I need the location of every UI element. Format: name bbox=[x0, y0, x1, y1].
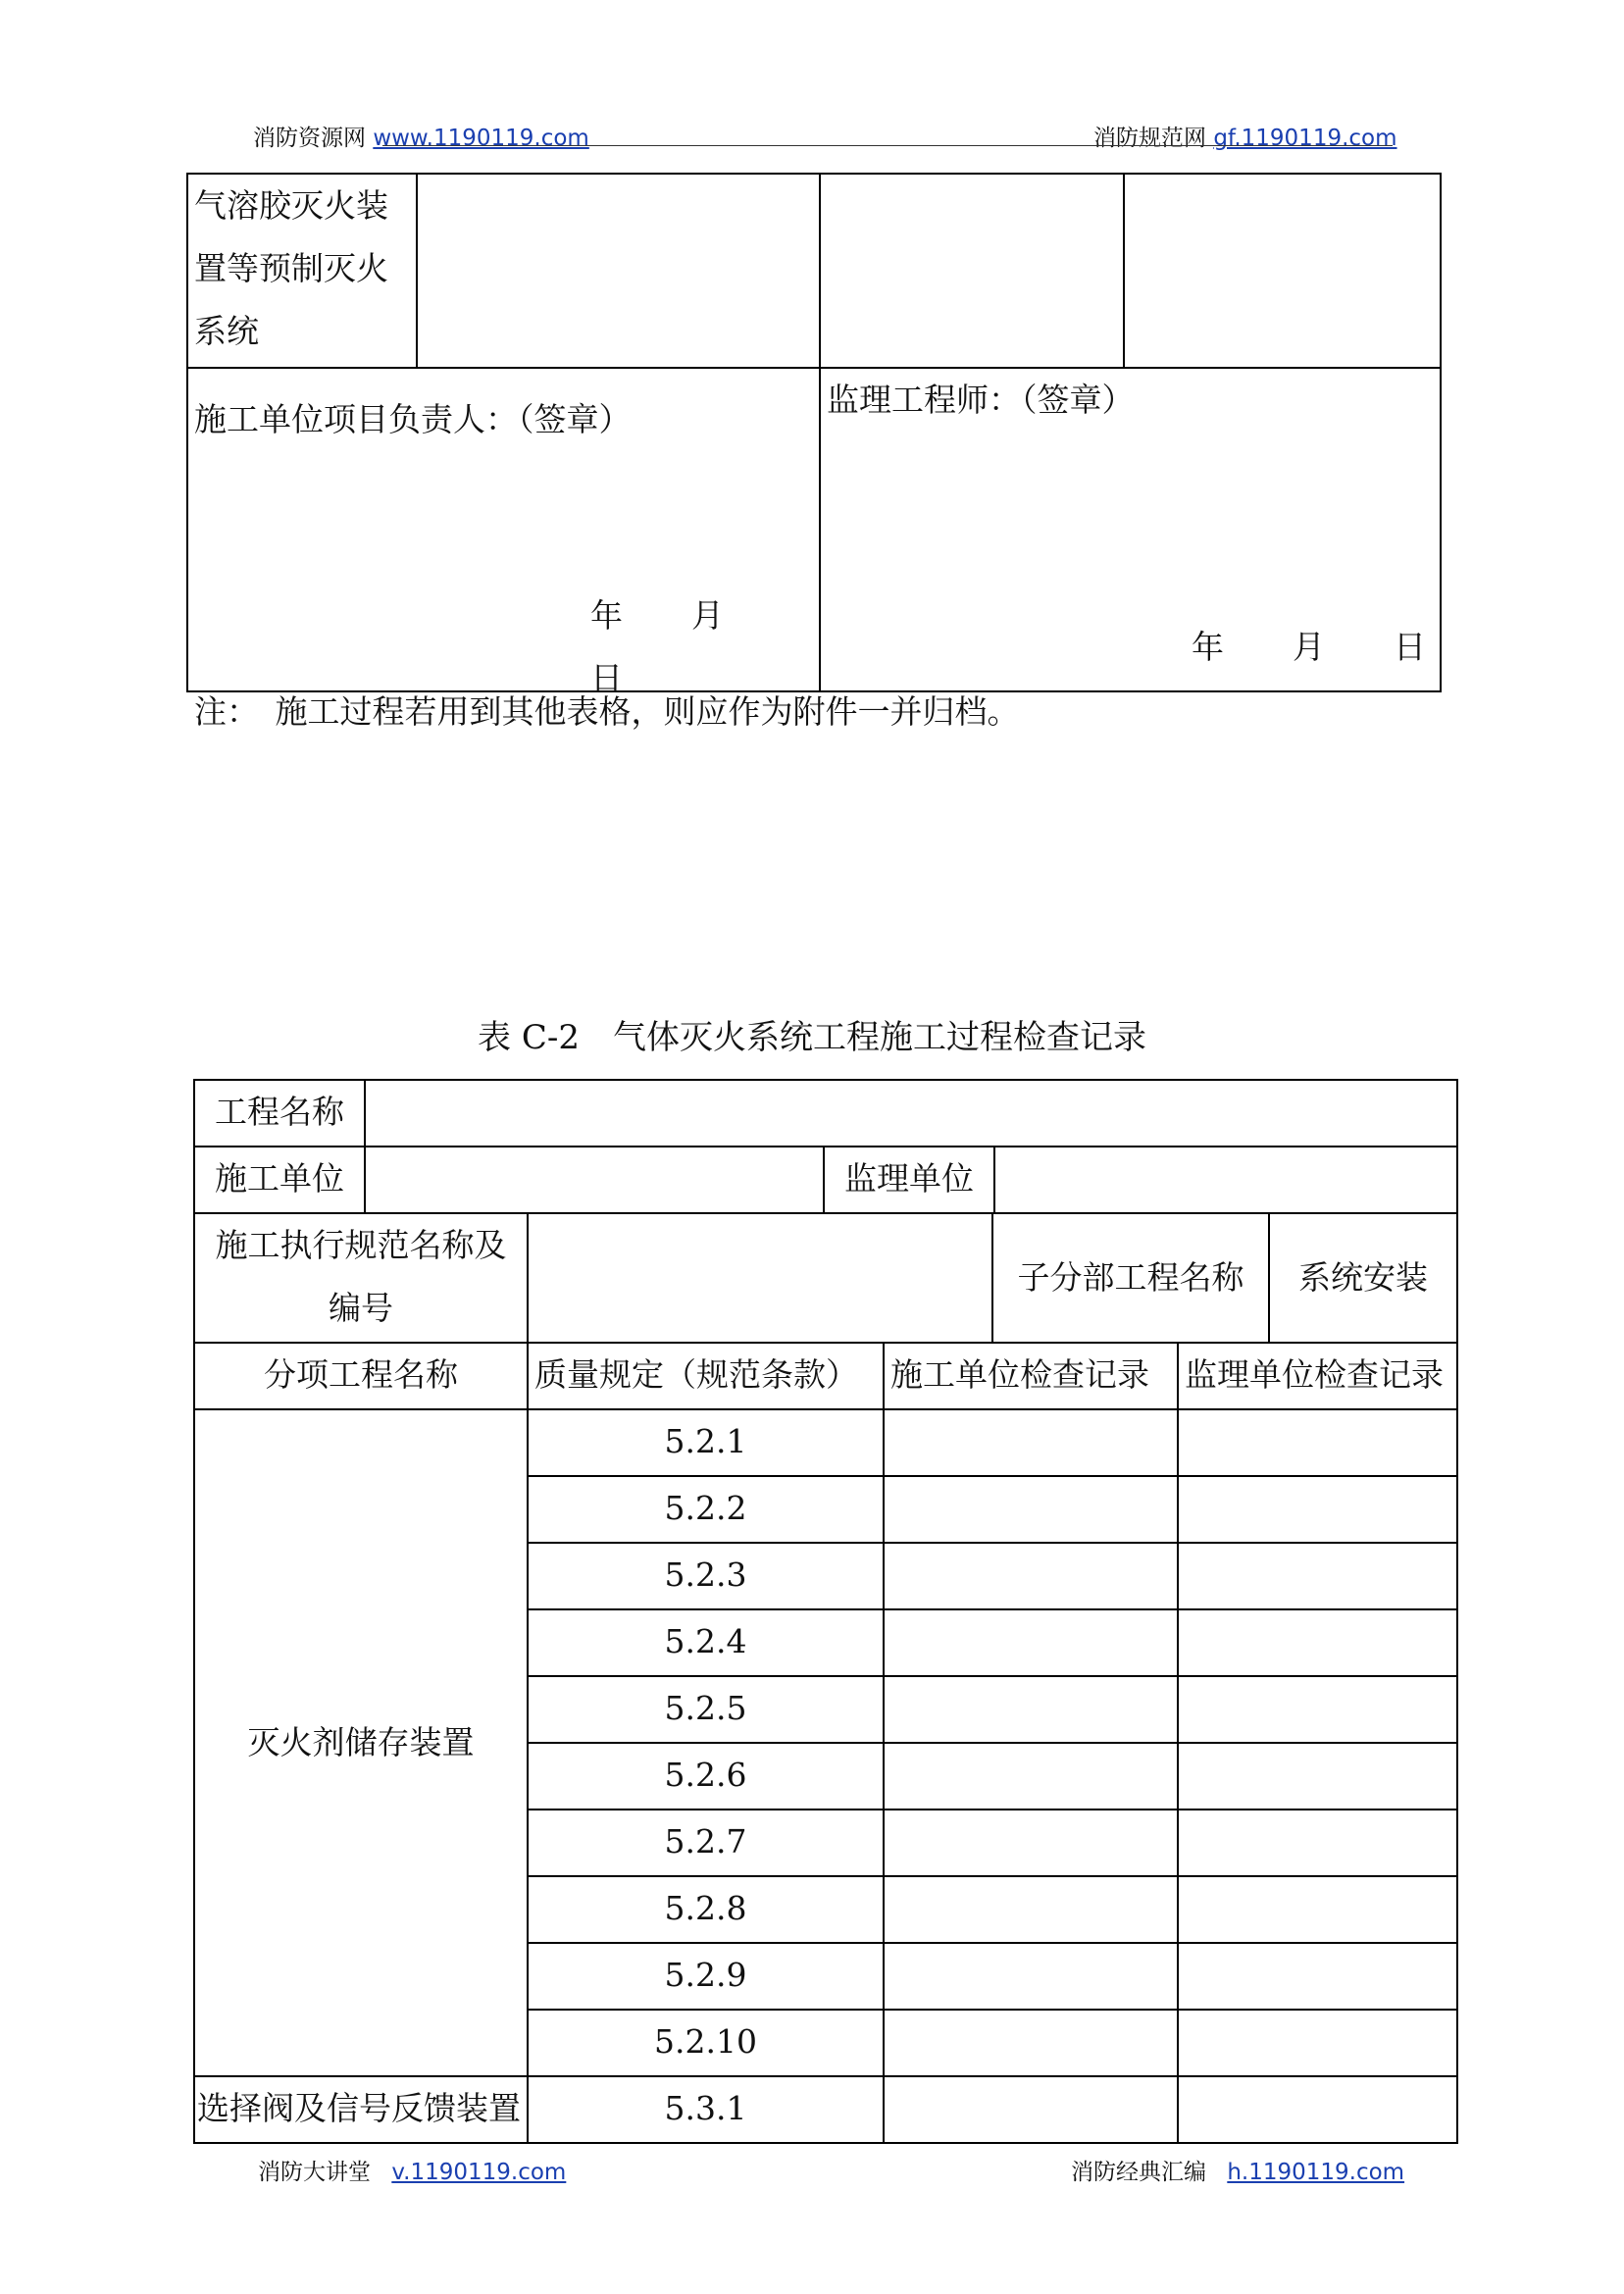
supervisor-check-cell[interactable] bbox=[1178, 1476, 1457, 1543]
spec-label: 施工执行规范名称及编号 bbox=[194, 1213, 528, 1343]
clause-cell: 5.2.7 bbox=[528, 1810, 884, 1876]
supervisor-check-cell[interactable] bbox=[1178, 2010, 1457, 2076]
clause-cell: 5.2.10 bbox=[528, 2010, 884, 2076]
clause-cell: 5.2.8 bbox=[528, 1876, 884, 1943]
footer-left-link[interactable]: v.1190119.com bbox=[391, 2160, 567, 2185]
spec-table bbox=[193, 1212, 1458, 1344]
contractor-value[interactable] bbox=[365, 1147, 824, 1213]
supervisor-sign-cell bbox=[820, 368, 1441, 691]
project-name-label: 工程名称 bbox=[194, 1080, 365, 1147]
supervisor-check-cell[interactable] bbox=[1178, 1609, 1457, 1676]
header-right-name: 消防规范网 bbox=[1093, 126, 1206, 151]
supervisor-check-cell[interactable] bbox=[1178, 1676, 1457, 1743]
date-year: 年 bbox=[590, 596, 623, 635]
supervisor-check-cell[interactable] bbox=[1178, 1743, 1457, 1810]
system-label: 气溶胶灭火装置等预制灭火系统 bbox=[194, 186, 388, 350]
supervisor-check-cell[interactable] bbox=[1178, 2076, 1457, 2143]
header-divider bbox=[382, 145, 1393, 146]
clause-cell: 5.2.1 bbox=[528, 1409, 884, 1476]
header-left bbox=[253, 120, 589, 152]
footer-right-name: 消防经典汇编 bbox=[1071, 2160, 1206, 2185]
signature-table bbox=[186, 173, 1442, 697]
spec-value[interactable] bbox=[528, 1213, 992, 1343]
footer-left-name: 消防大讲堂 bbox=[258, 2160, 371, 2185]
col-supervisor-check-header: 监理单位检查记录 bbox=[1178, 1343, 1457, 1409]
footer-right-link[interactable]: h.1190119.com bbox=[1227, 2160, 1405, 2185]
header-left-name: 消防资源网 bbox=[253, 126, 366, 151]
header-right-link[interactable]: gf.1190119.com bbox=[1213, 126, 1397, 151]
col-contractor-check-header: 施工单位检查记录 bbox=[884, 1343, 1178, 1409]
sub-project-value: 系统安装 bbox=[1269, 1213, 1457, 1343]
clause-cell: 5.2.4 bbox=[528, 1609, 884, 1676]
contractor-sign-cell bbox=[187, 368, 820, 697]
clause-cell: 5.2.9 bbox=[528, 1943, 884, 2010]
table-title: 表 C-2 气体灭火系统工程施工过程检查记录 bbox=[478, 1018, 1146, 1057]
contractor-label: 施工单位 bbox=[194, 1147, 365, 1213]
note: 注： 施工过程若用到其他表格，则应作为附件一并归档。 bbox=[194, 692, 1020, 731]
contractor-check-cell[interactable] bbox=[884, 1609, 1178, 1676]
sub-project-label: 子分部工程名称 bbox=[992, 1213, 1269, 1343]
supervisor-sign-date bbox=[1192, 616, 1426, 679]
empty-cell bbox=[417, 174, 820, 368]
supervisor-check-cell[interactable] bbox=[1178, 1810, 1457, 1876]
date-year: 年 bbox=[1192, 628, 1224, 666]
contractor-check-cell[interactable] bbox=[884, 2010, 1178, 2076]
contractor-sign-label: 施工单位项目负责人：（签章） bbox=[194, 400, 632, 438]
contractor-check-cell[interactable] bbox=[884, 1676, 1178, 1743]
contractor-check-cell[interactable] bbox=[884, 1876, 1178, 1943]
system-label-cell bbox=[187, 174, 417, 368]
contractor-check-cell[interactable] bbox=[884, 1543, 1178, 1609]
inspection-table bbox=[193, 1342, 1458, 2144]
clause-cell: 5.2.5 bbox=[528, 1676, 884, 1743]
contractor-check-cell[interactable] bbox=[884, 1943, 1178, 2010]
contractor-check-cell[interactable] bbox=[884, 1810, 1178, 1876]
project-name-value[interactable] bbox=[365, 1080, 1457, 1147]
footer-left bbox=[258, 2154, 566, 2186]
date-month: 月 bbox=[691, 596, 724, 635]
supervisor-unit-label: 监理单位 bbox=[824, 1147, 994, 1213]
header-left-link[interactable]: www.1190119.com bbox=[373, 126, 589, 151]
supervisor-check-cell[interactable] bbox=[1178, 1409, 1457, 1476]
clause-cell: 5.2.2 bbox=[528, 1476, 884, 1543]
clause-cell: 5.2.6 bbox=[528, 1743, 884, 1810]
header-right bbox=[1093, 120, 1397, 152]
date-day: 日 bbox=[590, 659, 623, 697]
supervisor-sign-label: 监理工程师：（签章） bbox=[827, 381, 1135, 419]
footer-right bbox=[1071, 2154, 1404, 2186]
inspection-header-table bbox=[193, 1079, 1458, 1214]
contractor-check-cell[interactable] bbox=[884, 1743, 1178, 1810]
date-month: 月 bbox=[1293, 628, 1325, 666]
group2-name: 选择阀及信号反馈装置 bbox=[194, 2076, 528, 2143]
date-day: 日 bbox=[1394, 628, 1426, 666]
supervisor-check-cell[interactable] bbox=[1178, 1943, 1457, 2010]
supervisor-check-cell[interactable] bbox=[1178, 1543, 1457, 1609]
contractor-check-cell[interactable] bbox=[884, 1476, 1178, 1543]
col-quality-header: 质量规定（规范条款） bbox=[528, 1343, 884, 1409]
clause-cell: 5.3.1 bbox=[528, 2076, 884, 2143]
col-item-header: 分项工程名称 bbox=[194, 1343, 528, 1409]
empty-cell bbox=[820, 174, 1124, 368]
contractor-check-cell[interactable] bbox=[884, 1409, 1178, 1476]
clause-cell: 5.2.3 bbox=[528, 1543, 884, 1609]
group1-name: 灭火剂储存装置 bbox=[194, 1409, 528, 2076]
contractor-check-cell[interactable] bbox=[884, 2076, 1178, 2143]
supervisor-unit-value[interactable] bbox=[994, 1147, 1457, 1213]
empty-cell bbox=[1124, 174, 1441, 368]
supervisor-check-cell[interactable] bbox=[1178, 1876, 1457, 1943]
